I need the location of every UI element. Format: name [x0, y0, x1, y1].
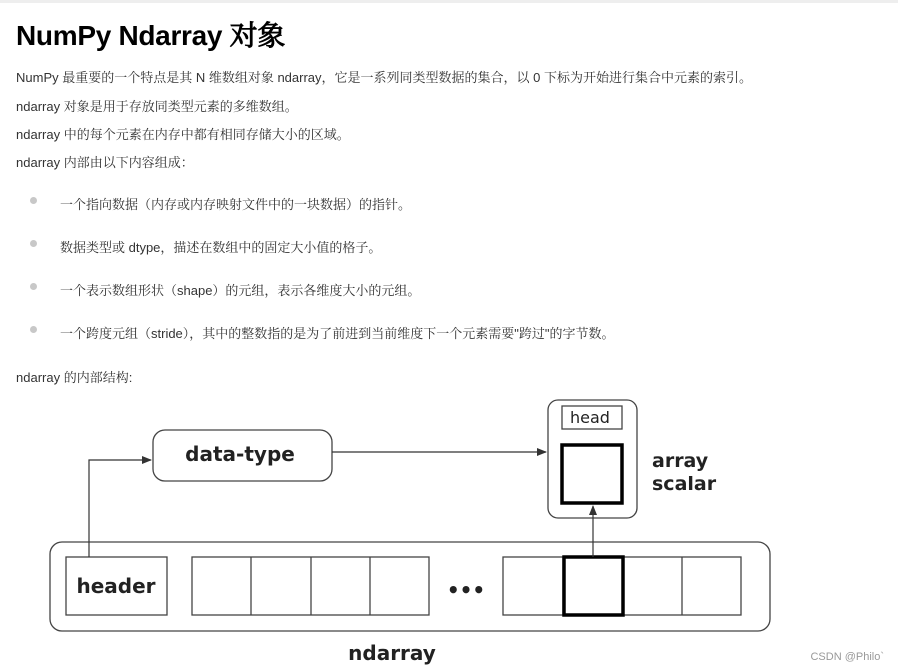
paragraph-multidim: ndarray 对象是用于存放同类型元素的多维数组。	[16, 99, 298, 114]
array-scalar-label-line1: array	[652, 450, 709, 472]
ndarray-label: ndarray	[348, 641, 436, 665]
list-item-text: 一个跨度元组（stride），其中的整数指的是为了前进到当前维度下一个元素需要"跨过"的字节数。	[60, 326, 615, 341]
header-label: header	[76, 574, 156, 598]
data-type-label: data-type	[185, 442, 295, 466]
array-scalar-label-line2: scalar	[652, 473, 717, 495]
structure-caption: ndarray 的内部结构:	[16, 370, 133, 385]
list-item-text: 一个指向数据（内存或内存映射文件中的一块数据）的指针。	[60, 197, 412, 212]
list-item-text: 一个表示数组形状（shape）的元组，表示各维度大小的元组。	[60, 283, 421, 298]
ellipsis-dots: •••	[446, 578, 486, 602]
head-label: head	[570, 408, 610, 427]
paragraph-storage: ndarray 中的每个元素在内存中都有相同存储大小的区域。	[16, 127, 350, 142]
paragraph-components: ndarray 内部由以下内容组成：	[16, 155, 194, 170]
watermark: CSDN @Philo`	[810, 651, 884, 663]
list-item-text: 数据类型或 dtype，描述在数组中的固定大小值的格子。	[60, 240, 382, 255]
intro-paragraph: NumPy 最重要的一个特点是其 N 维数组对象 ndarray，它是一系列同类型数据的集合，以 0 下标为开始进行集合中元素的索引。	[16, 70, 752, 85]
page-title: NumPy Ndarray 对象	[16, 20, 286, 51]
